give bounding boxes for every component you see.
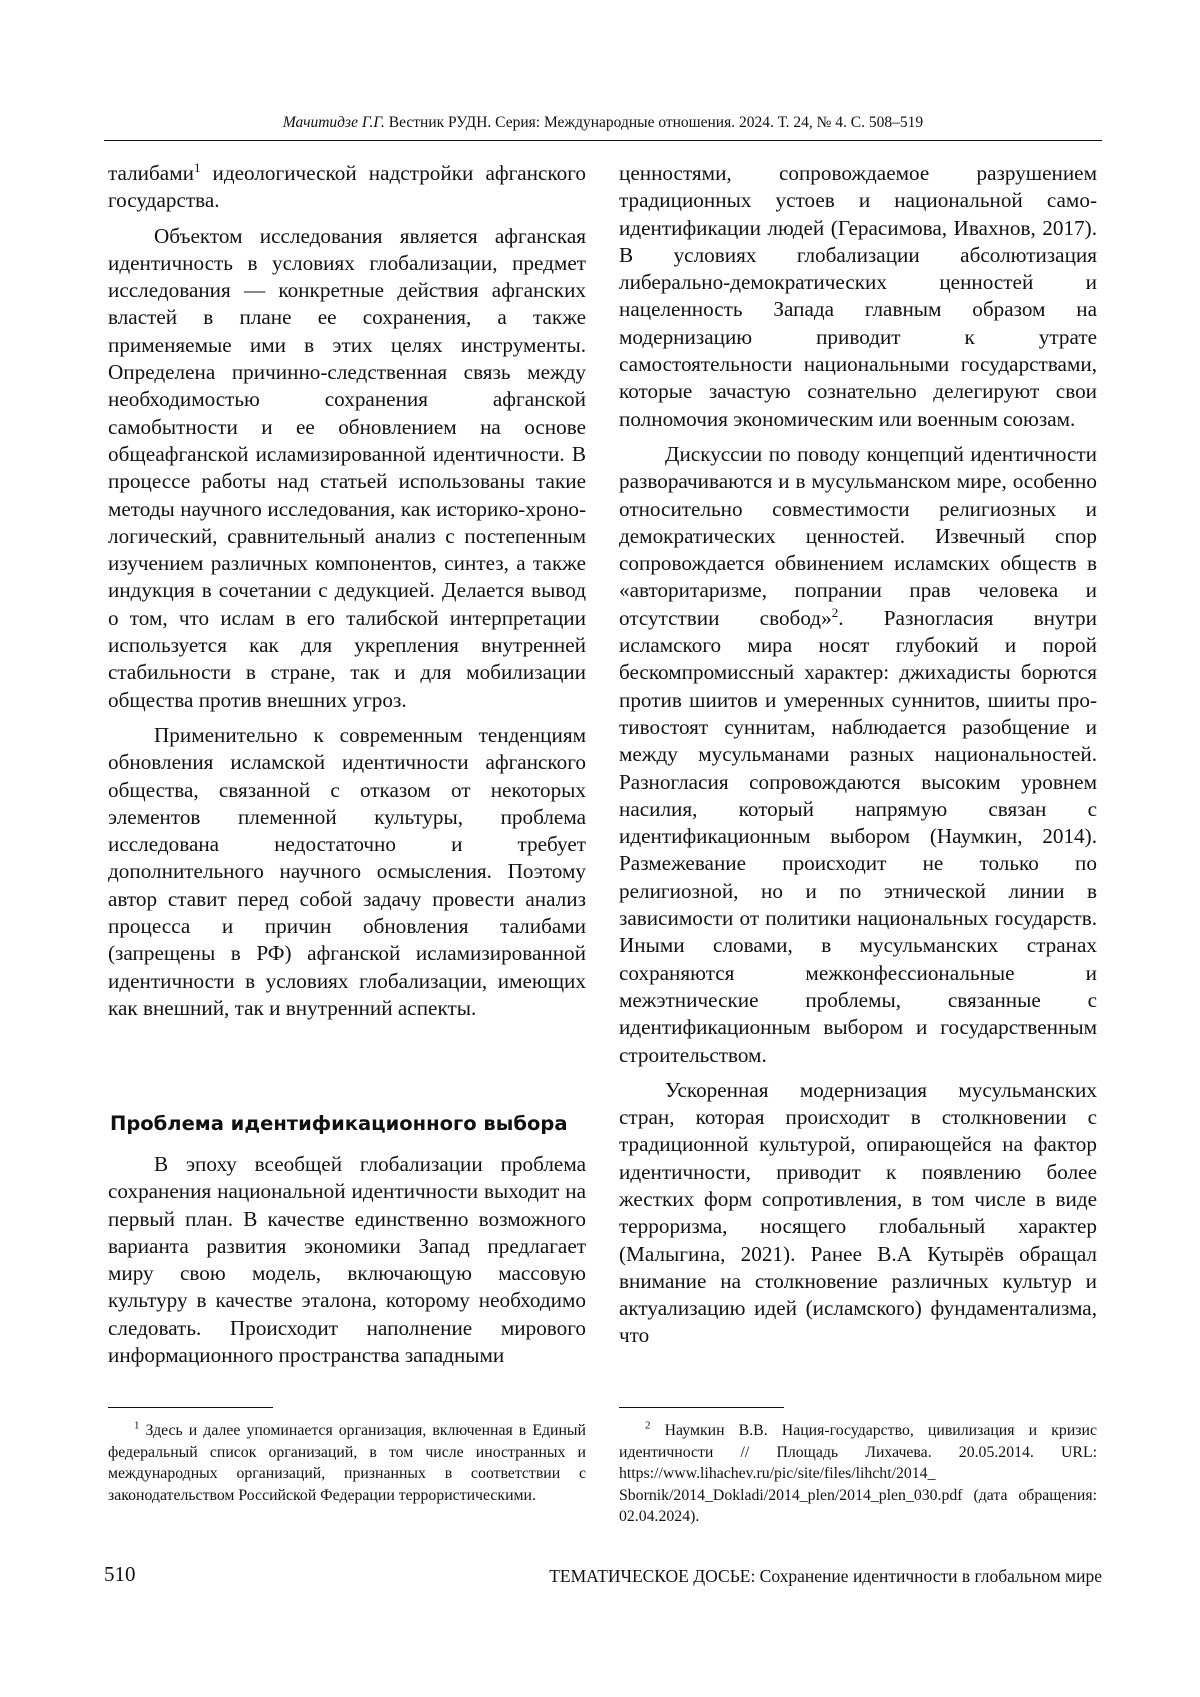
footnote-ref-1[interactable]: 1 xyxy=(194,160,201,175)
footnote-1-text: Здесь и далее упоминается организация, включен­ная в Единый федеральный список организаций, в том числе иностранных и международных организаций, признанных в соответствии с законодательством Рос­сийской Федерации террористическими. xyxy=(108,1422,586,1504)
left-paragraph-2: Объектом исследования является афган­ская идентичность в условиях глобализации, предмет исследования — конкретные дей­ствия афганских властей в плане ее сохране­ния, а также применяемые ими в этих целях инструменты. Определена причинно-следственная связь между необходимостью сохранения афганской самобытности и ее об­новлением на основе общеафганской ислами­зированной идентичности. В процессе работы над статьей использованы такие методы научного исследования, как историко-хроно­логический, сравнительный анализ с посте­пенным изучением различных компонентов, синтез, а также индукция в сочетании с де­дукцией. Делается вывод о том, что ислам в его талибской интерпретации используется как для укрепления внутренней стабильности в стране, так и для мобилизации общества против внешних угроз. xyxy=(108,223,586,714)
left-paragraph-3: Применительно к современным тенден­циям обновления исламской идентичности афганского общества, связанной с отказом от некоторых элементов племенной культуры, проблема исследована недостаточно и требу­ет дополнительного научного осмысления. Поэтому автор ставит перед собой задачу провести анализ процесса и причин обновле­ния талибами (запрещены в РФ) афганской исламизированной идентичности в условиях глобализации, имеющих как внешний, так и внутренний аспекты. xyxy=(108,722,586,1022)
footnote-2-text: Наумкин В.В. Нация-государство, цивилизация и кризис идентичности // Площадь Лихачева. 20.05.2014. URL: https://www.lihachev.ru/pic/site/files/lihcht/2014_ Sbornik/2014_Dokladi/2014_plen/2014_plen_030.pdf (да­та обращения: 02.04.2024). xyxy=(619,1422,1097,1525)
footnote-1-mark: 1 xyxy=(134,1420,140,1432)
footnote-rule-right xyxy=(619,1407,784,1408)
footnote-rule-left xyxy=(108,1407,273,1408)
header-citation: Вестник РУДН. Серия: Международные отношения. 2024. Т. 24, № 4. С. 508–519 xyxy=(389,114,923,131)
header-author: Мачитидзе Г.Г. xyxy=(283,114,385,131)
right-p2-text-cont: . Разногласия внутри исламского ми­ра носят глубокий и порой бескомпромисс­ный характер: джихадисты борются против шиитов и умеренных суннитов, шииты про­тивостоят суннитам, наблюдается разобщение и между мусульманами разных национально­стей. Разногласия сопровождаются высоким уровнем насилия, который напрямую связан с идентификационным выбором (Наумкин, 2014). Размежевание происходит не только по религиозной, но и по этнической линии в зависимости от политики национальных государств. Иными словами, в мусульман­ских странах сохраняются межконфессио­нальные и межэтнические проблемы, связан­ные с идентификационным выбором и госу­дарственным строительством. xyxy=(619,606,1097,1067)
footnote-ref-2[interactable]: 2 xyxy=(832,605,839,620)
left-column xyxy=(108,160,586,1022)
left-paragraph-4: В эпоху всеобщей глобализации пробле­ма сохранения национальной идентичности выходит на первый план. В качестве един­ственно возможного варианта развития экономики Запад предлагает миру свою модель, включающую массовую культуру в качестве эталона, которому необходимо следовать. Происходит наполнение мирового информационного пространства западными xyxy=(108,1151,586,1369)
footnote-2 xyxy=(619,1420,1097,1528)
right-paragraph-3: Ускоренная модернизация мусульман­ских стран, которая происходит в столкнове­нии с традиционной культурой, опирающейся на фактор идентичности, приводит к появле­нию более жестких форм сопротивления, в том числе в виде терроризма, носящего гло­бальный характер (Малыгина, 2021). Ранее В.А Кутырёв обращал внимание на столкно­вение различных культур и актуализацию идей (исламского) фундаментализма, что xyxy=(619,1077,1097,1350)
right-p2-text: Дискуссии по поводу концепций иден­тичности разворачиваются и в мусульман­ском мире, особенно относительно совмести­мости религиозных и демократических ценностей. Извечный спор сопровождается обвинением исламских обществ в «авторита­ризме, попрании прав человека и отсутствии свобод» xyxy=(619,442,1097,630)
footer-section-title: ТЕМАТИЧЕСКОЕ ДОСЬЕ: Сохранение идентичности в глобальном мире xyxy=(549,1566,1102,1587)
header-rule xyxy=(104,140,1102,141)
footnote-2-mark: 2 xyxy=(645,1420,651,1432)
section-title: Проблема идентификационного выбора xyxy=(110,1112,588,1135)
left-p1-text-cont: идеологической надстройки аф­ганского государства. xyxy=(108,161,586,212)
footnote-1 xyxy=(108,1420,586,1506)
left-p1-text: талибами xyxy=(108,161,194,185)
page-number: 510 xyxy=(104,1562,136,1587)
running-header xyxy=(104,114,1102,132)
right-paragraph-2 xyxy=(619,441,1097,1069)
right-column xyxy=(619,160,1097,1350)
right-paragraph-1: ценностями, сопровождаемое разрушением традиционных устоев и национальной само­идентификации людей (Герасимова, Ивахнов, 2017). В условиях глобализации абсолютиза­ция либерально-демократических ценностей и нацеленность Запада главным образом на модернизацию приводит к утрате самостоятельности национальными государ­ствами, которые зачастую сознательно деле­гируют свои полномочия экономическим или военным союзам. xyxy=(619,160,1097,433)
left-paragraph-1 xyxy=(108,160,586,215)
